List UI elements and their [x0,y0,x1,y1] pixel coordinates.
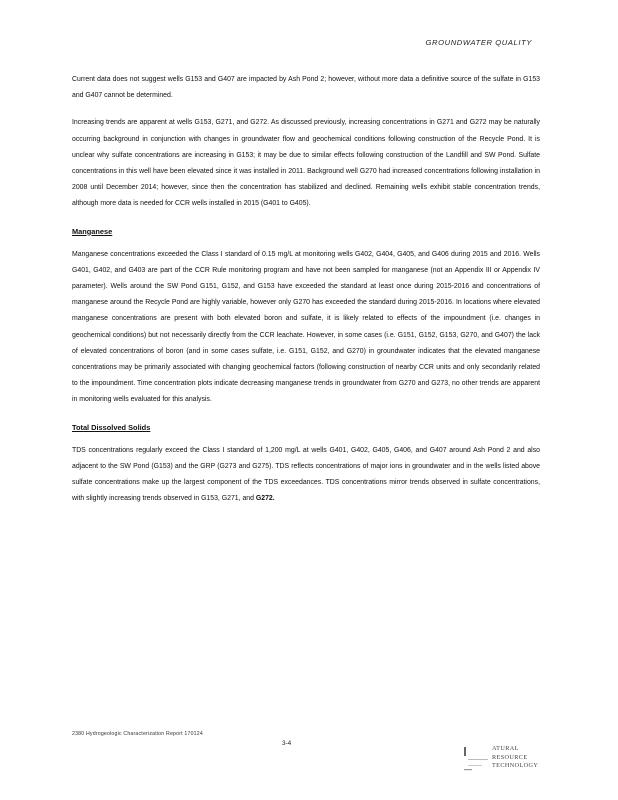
logo-mark-icon [462,745,490,771]
logo-text [492,745,538,771]
heading-manganese: Manganese [72,226,113,236]
logo-text-line3: TECHNOLOGY [492,762,539,770]
logo-text-line2: RESOURCE [492,753,528,761]
paragraph-tds-text: TDS concentrations regularly exceed the Class I standard of 1,200 mg/L at wells G401, G402, G405, G406, and G407 around Ash Pond 2 and also adjacent to the SW Pond (G153) and the GRP (G273 and G275). TDS reflects concentrations of major ions in groundwater and in the wells listed above sulfate concentrations make up the largest component of the TDS exceedances. TDS concentrations mirror trends observed in sulfate concentrations, with slightly increasing trends observed in G153, G271, and [72,446,540,503]
paragraph-increasing-trends: Increasing trends are apparent at wells G153, G271, and G272. As discussed previously, increasing concentrations in G271 and G272 may be naturally occurring background in conjunction with changes in groundwater flow and geochemical conditions following construction of the Recycle Pond. It is unclear why sulfate concentrations are increasing in G153; it may be due to similar effects following construction of the Landfill and SW Pond. Sulfate concentrations in this well have been elevated since it was installed in 2011. Background well G270 had increased concentrations following installation in 2008 until December 2014; however, since then the concentration has stabilized and declined. Remaining wells exhibit stable concentration trends, although more data is needed for CCR wells installed in 2015 (G401 to G405). [72,119,540,208]
paragraph-tds [72,443,540,508]
footer-report-title: 2380 Hydrogeologic Characterization Report 170124 [72,731,203,737]
page-number: 3-4 [282,740,292,747]
document-body [72,72,540,518]
heading-total-dissolved-solids: Total Dissolved Solids [72,422,151,432]
paragraph-sulfate-source: Current data does not suggest wells G153 and G407 are impacted by Ash Pond 2; however, without more data a definitive source of the sulfate in G153 and G407 cannot be determined. [72,76,540,100]
page-header-title: GROUNDWATER QUALITY [425,38,532,47]
logo-text-line1: ATURAL [492,745,519,752]
company-logo [462,745,552,775]
paragraph-manganese: Manganese concentrations exceeded the Class I standard of 0.15 mg/L at monitoring wells G402, G404, G405, and G406 during 2015 and 2016. Wells G401, G402, and G403 are part of the CCR Rule monitoring program and have not been sampled for manganese (not an Appendix III or Appendix IV parameter). Wells around the SW Pond G151, G152, and G153 have exceeded the standard at least once during 2015-2016 and concentrations of manganese around the Recycle Pond are highly variable, however only G270 has exceeded the standard during 2015-2016. In locations where elevated manganese concentrations are present with both elevated boron and sulfate, it is likely related to effects of the impoundment (i.e. changes in geochemical conditions) but not necessarily directly from the CCR leachate. However, in some cases (i.e. G151, G152, G153, G270, and G407) the lack of elevated concentrations of boron (and in some cases sulfate, i.e. G151, G152, and G270) in groundwater indicates that the elevated manganese concentrations may be primarily associated with changing geochemical factors (following construction of nearby CCR units and only secondarily related to the impoundment. Time concentration plots indicate decreasing manganese trends in groundwater from G270 and G273, no other trends are apparent in monitoring wells evaluated for this analysis. [72,250,540,404]
paragraph-tds-end: G272. [255,495,275,503]
